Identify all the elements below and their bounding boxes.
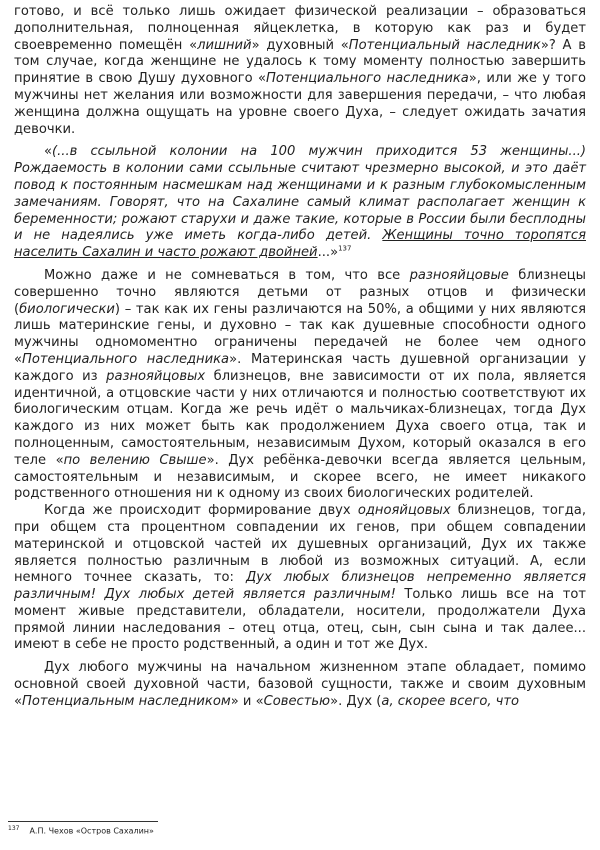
paragraph-3: Когда же происходит формирование двух однояйцовых близнецов, тогда, при общем ста процентном совпадении их генов, при общем совпадении материнской и отцовской частей их душевных организаций, Дух их также является полностью различным в любой из возможных ситуаций. А, если немного точнее сказать, то: Дух любых близнецов непременно является различным! Дух любых детей является различным! Только лишь все на тот момент живые представители, обладатели, носители, продолжатели Духа прямой линии наследования – отец отца, отец, сын, сын сына и так далее... имеют в себе не просто родственный, а один и тот же Дух. (14, 503, 587, 653)
footnote (8, 825, 154, 836)
footnote-text: А.П. Чехов «Остров Сахалин» (29, 826, 154, 836)
footnote-number: 137 (8, 825, 20, 832)
footnote-divider (8, 821, 158, 822)
paragraph-4: Дух любого мужчины на начальном жизненном этапе обладает, помимо основной своей духовной части, базовой сущности, также и своим духовным «Потенциальным наследником» и «Совестью». Дух (а, скорее всего, что (14, 660, 586, 709)
document-page (14, 4, 586, 711)
paragraph-2: Можно даже и не сомневаться в том, что все разнояйцовые близнецы совершенно точно являются детьми от разных отцов и физически (биологически) – так как их гены различаются на 50%, а общими у них являются лишь материнские гены, и духовно – так как душевные способности одного мужчины одномоментно ограничены передачей не более чем одного «Потенциального наследника». Материнская часть душевной организации у каждого из разнояйцовых близнецов, вне зависимости от их пола, является идентичной, а отцовские части у них отличаются и полностью соответствуют их биологическим отцам. Когда же речь идёт о мальчиках-близнецах, тогда Дух каждого из них может быть как продолжением Духа своего отца, так и полноценным, самостоятельным, независимым Духом, который оказался в его теле «по велению Свыше». Дух ребёнка-девочки всегда является цельным, самостоятельным и независимым, и скорее всего, не имеет никакого родственного отношения ни к одному из своих биологических родителей. (14, 267, 587, 502)
paragraph-1: готово, и всё только лишь ожидает физической реализации – образоваться дополнительная, полноценная яйцеклетка, в которую как раз и будет своевременно помещён «лишний» духовный «Потенциальный наследник»? А в том случае, когда женщине не удалось к тому моменту полностью завершить принятие в свою Душу духовного «Потенциального наследника», или же у того мужчины нет желания или возможности для завершения передачи, – что любая женщина должна ощущать на уровне своего Духа, – следует ожидать зачатия девочки. (14, 4, 587, 137)
quote-paragraph: «(...в ссыльной колонии на 100 мужчин приходится 53 женщины...) Рождаемость в колонии сами ссыльные считают чрезмерно высокой, и это даёт повод к постоянным насмешкам над женщинами и к разным глубокомысленным замечаниям. Говорят, что на Сахалине самый климат располагает женщин к беременности; рожают старухи и даже такие, которые в России были бесплодны и не надеялись уже иметь когда-либо детей. Женщины точно торопятся населить Сахалин и часто рожают двойней...»$^{137}$ (14, 144, 586, 261)
footnote-ref[interactable]: 137 (338, 244, 352, 253)
